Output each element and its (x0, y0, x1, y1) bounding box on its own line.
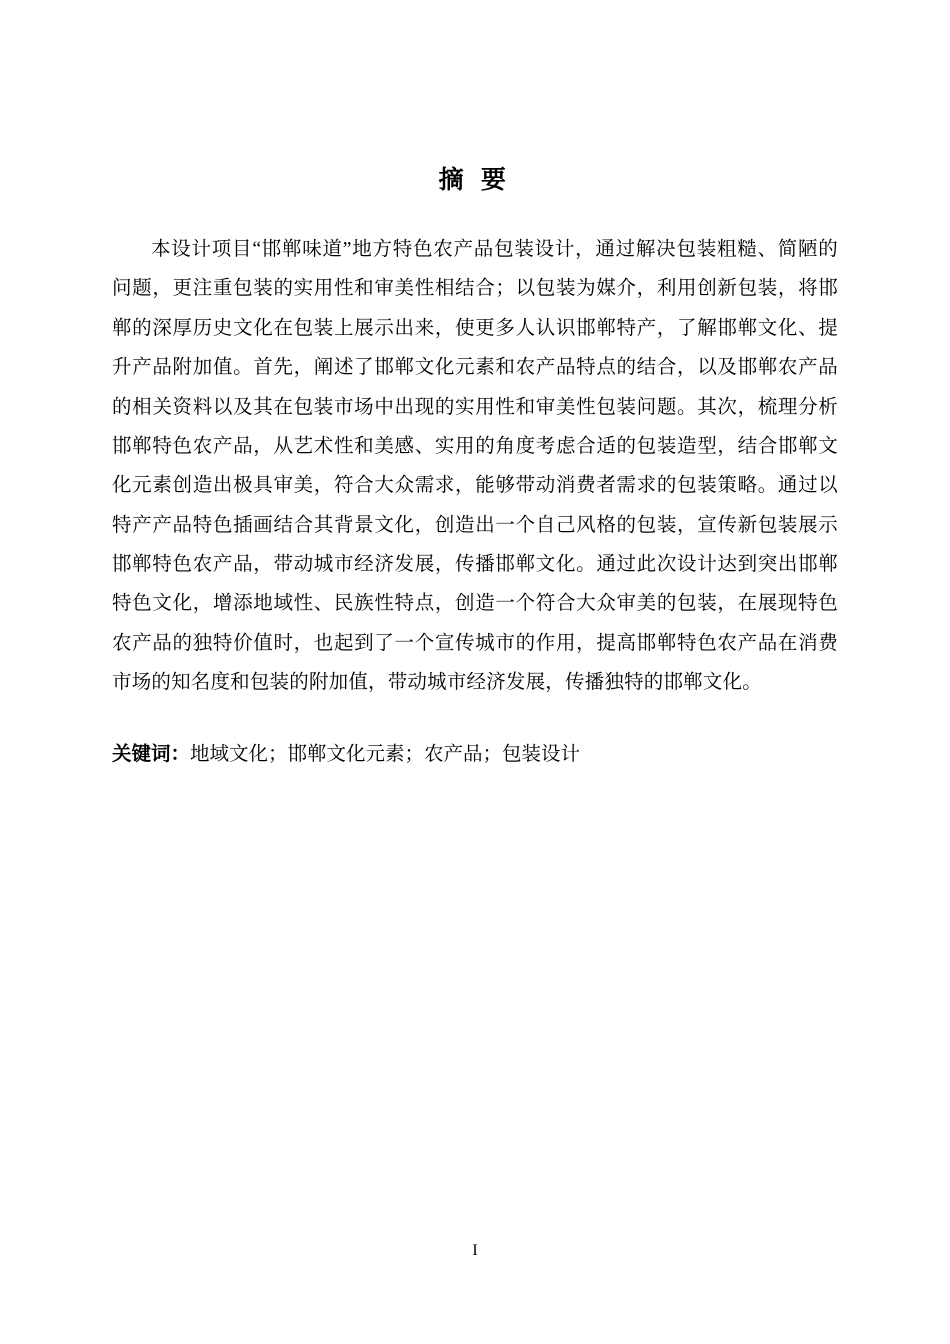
page-content (112, 160, 838, 793)
page-number: I (472, 1242, 478, 1259)
keywords-line (112, 735, 838, 774)
keywords-value: 地域文化；邯郸文化元素；农产品；包装设计 (190, 743, 581, 765)
abstract-paragraph: 本设计项目“邯郸味道”地方特色农产品包装设计，通过解决包装粗糙、简陋的问题，更注重包装的实用性和审美性相结合；以包装为媒介，利用创新包装，将邯郸的深厚历史文化在包装上展示出来，使更多人认识邯郸特产，了解邯郸文化、提升产品附加值。首先，阐述了邯郸文化元素和农产品特点的结合，以及邯郸农产品的相关资料以及其在包装市场中出现的实用性和审美性包装问题。其次，梳理分析邯郸特色农产品，从艺术性和美感、实用的角度考虑合适的包装造型，结合邯郸文化元素创造出极具审美，符合大众需求，能够带动消费者需求的包装策略。通过以特产产品特色插画结合其背景文化，创造出一个自己风格的包装，宣传新包装展示邯郸特色农产品，带动城市经济发展，传播邯郸文化。通过此次设计达到突出邯郸特色文化，增添地域性、民族性特点，创造一个符合大众审美的包装，在展现特色农产品的独特价值时，也起到了一个宣传城市的作用，提高邯郸特色农产品在消费市场的知名度和包装的附加值，带动城市经济发展，传播独特的邯郸文化。 (112, 239, 838, 694)
page-title: 摘 要 (438, 167, 512, 194)
keywords-label: 关键词： (112, 743, 191, 765)
